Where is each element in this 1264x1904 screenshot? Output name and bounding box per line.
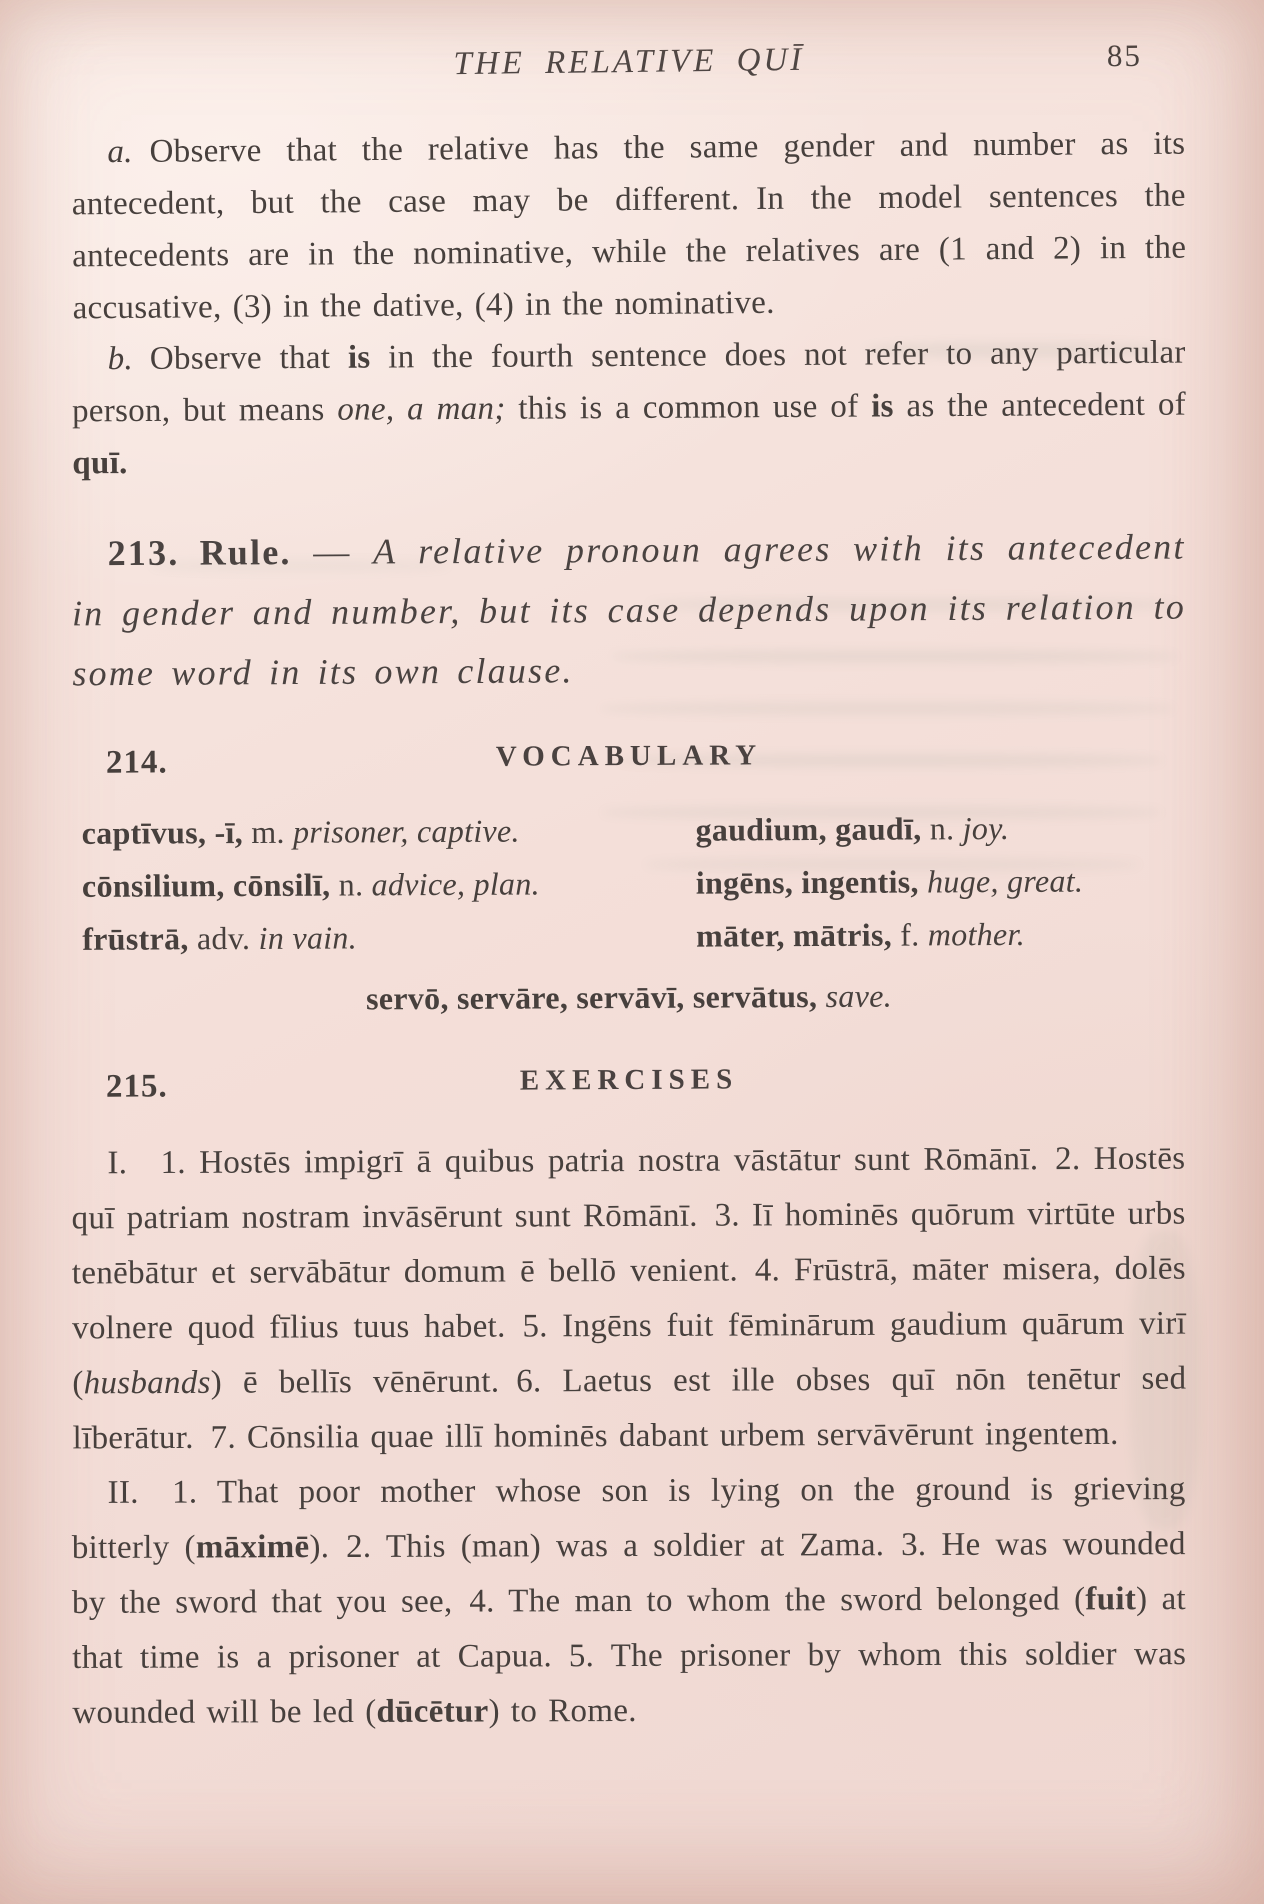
vocabulary-entry: ingēns, ingentis, huge, great. bbox=[695, 862, 1084, 901]
vocabulary-entry: frūstrā, adv. in vain. bbox=[82, 919, 358, 957]
exercises-heading-row bbox=[72, 1061, 1186, 1111]
vocabulary-principal-parts: servō, servāre, servāvī, servātus, save. bbox=[365, 977, 893, 1017]
vocabulary-heading-row bbox=[72, 737, 1186, 787]
vocabulary-right-column bbox=[695, 801, 1186, 963]
vocabulary-columns bbox=[72, 801, 1187, 966]
exercise-latin-paragraph: I. 1. Hostēs impigrī ā quibus patria nostra vāstātur sunt Rōmānī. 2. Hostēs quī patriam nostram invāsērunt sunt Rōmānī. 3. Iī hominēs quōrum virtūte urbs tenēbātur et servābātur domum ē bellō venient. 4. Frūstrā, māter misera, dolēs volnere quod fīlius tuus habet. 5. Ingēns fuit fēminārum gaudium quārum virī (husbands) ē bellīs vēnērunt. 6. Laetus est ille obses quī nōn tenētur sed līberātur. 7. Cōnsilia quae illī hominēs dabant urbem servāvērunt ingentem. bbox=[71, 1140, 1187, 1457]
vocabulary-entry: māter, mātris, f. mother. bbox=[696, 915, 1026, 954]
vocabulary-left-column bbox=[72, 804, 697, 966]
vocabulary-heading: VOCABULARY bbox=[495, 739, 763, 773]
note-b-paragraph: b. Observe that is in the fourth sentence does not refer to any particular person, but means one, a man; this is a common use of is as the antecedent of quī. bbox=[71, 334, 1187, 482]
page-number: 85 bbox=[1106, 37, 1143, 74]
exercises-section-number: 215. bbox=[105, 1068, 168, 1105]
vocabulary-entry: captīvus, -ī, m. prisoner, captive. bbox=[81, 812, 520, 851]
rule-paragraph: 213. Rule. — A relative pronoun agrees with its antecedent in gender and number, but its case depends upon its relation to some word in its own clause. bbox=[71, 526, 1187, 694]
note-a-paragraph: a. Observe that the relative has the same gender and number as its antecedent, but the case may be different. In the model sentences the antecedents are in the nominative, while the relatives are (1 and 2) in the accusative, (3) in the dative, (4) in the nominative. bbox=[71, 125, 1187, 327]
vocabulary-entry: cōnsilium, cōnsilī, n. advice, plan. bbox=[81, 865, 540, 904]
page-content bbox=[72, 0, 1186, 1739]
page-title: THE RELATIVE QUĪ bbox=[453, 41, 805, 83]
rule-section-number: 213. bbox=[107, 532, 180, 574]
vocabulary-section-number: 214. bbox=[105, 744, 168, 781]
exercise-english-paragraph: II. 1. That poor mother whose son is lying on the ground is grieving bitterly (māximē). 2. This (man) was a soldier at Zama. 3. He was wounded by the sword that you see, 4. The man to whom the sword belonged (fuit) at that time is a prisoner at Capua. 5. The prisoner by whom this soldier was wounded will be led (dūcētur) to Rome. bbox=[71, 1471, 1187, 1731]
running-head bbox=[72, 37, 1187, 99]
vocabulary-entry: gaudium, gaudī, n. joy. bbox=[695, 810, 1010, 848]
exercises-heading: EXERCISES bbox=[519, 1063, 739, 1097]
